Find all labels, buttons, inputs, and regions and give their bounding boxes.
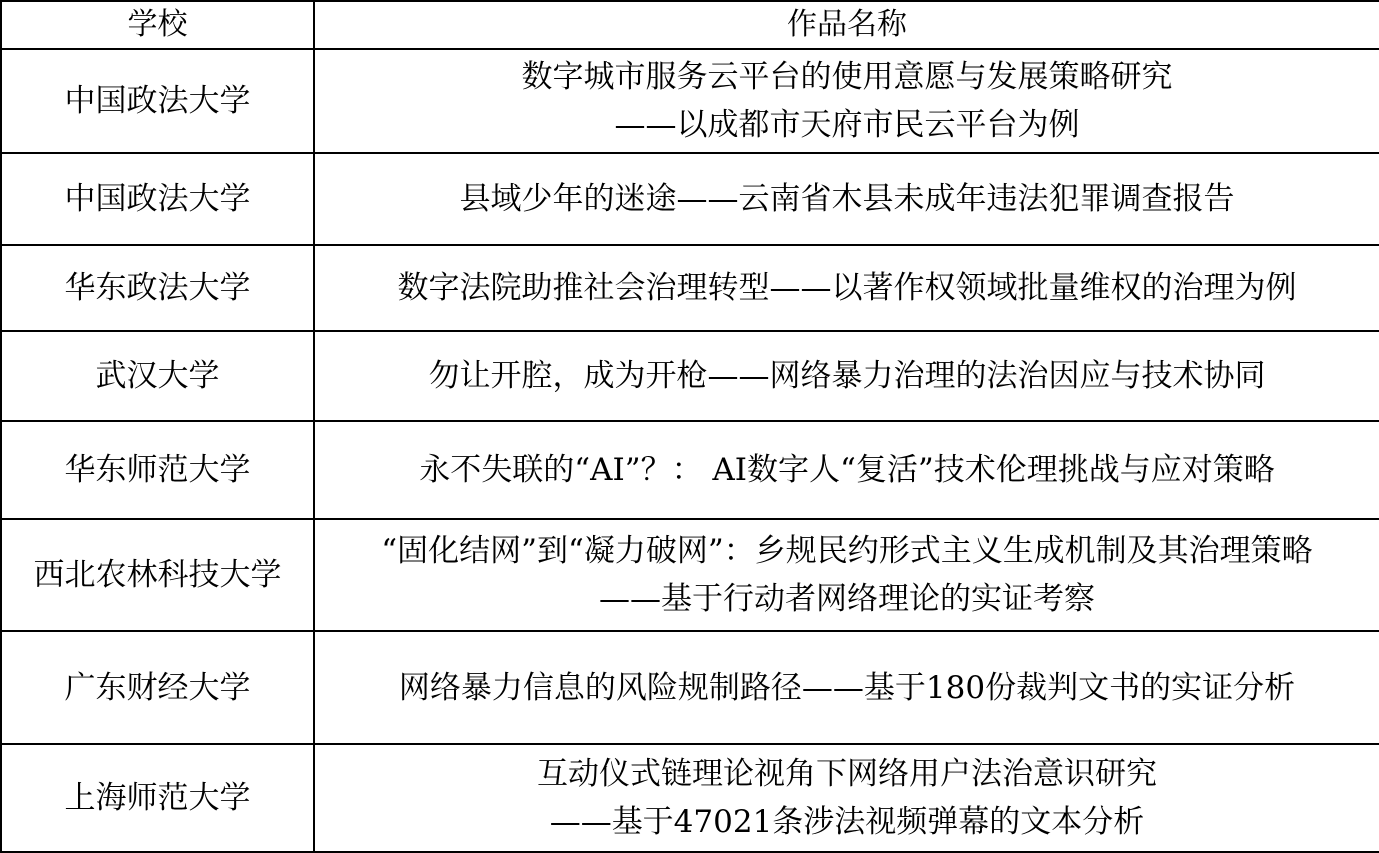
table-row xyxy=(1,245,1379,331)
table-row xyxy=(1,49,1379,153)
school-cell: 中国政法大学 xyxy=(1,49,314,153)
title-line: 永不失联的“AI”？： AI数字人“复活”技术伦理挑战与应对策略 xyxy=(419,452,1275,488)
title-line: 网络暴力信息的风险规制路径——基于180份裁判文书的实证分析 xyxy=(398,669,1296,706)
school-cell: 武汉大学 xyxy=(1,331,314,421)
title-cell xyxy=(314,744,1379,852)
table-row xyxy=(1,519,1379,631)
table-row xyxy=(1,631,1379,744)
school-cell: 华东师范大学 xyxy=(1,421,314,519)
title-line: 互动仪式链理论视角下网络用户法治意识研究 xyxy=(537,756,1157,792)
title-line: 县域少年的迷途——云南省木县未成年违法犯罪调查报告 xyxy=(459,181,1235,217)
header-school: 学校 xyxy=(1,1,314,49)
title-subline: ——基于47021条涉法视频弹幕的文本分析 xyxy=(549,804,1145,840)
title-line: 数字城市服务云平台的使用意愿与发展策略研究 xyxy=(521,59,1173,95)
title-subline: ——以成都市天府市民云平台为例 xyxy=(614,107,1080,143)
school-cell: 上海师范大学 xyxy=(1,744,314,852)
title-cell xyxy=(314,153,1379,245)
school-cell: 中国政法大学 xyxy=(1,153,314,245)
table-row xyxy=(1,153,1379,245)
title-cell xyxy=(314,519,1379,631)
title-cell xyxy=(314,631,1379,744)
title-line: “固化结网”到“凝力破网”：乡规民约形式主义生成机制及其治理策略 xyxy=(381,533,1313,569)
school-cell: 西北农林科技大学 xyxy=(1,519,314,631)
school-cell: 华东政法大学 xyxy=(1,245,314,331)
title-line: 勿让开腔，成为开枪——网络暴力治理的法治因应与技术协同 xyxy=(428,358,1266,394)
title-subline: ——基于行动者网络理论的实证考察 xyxy=(599,581,1095,617)
school-cell: 广东财经大学 xyxy=(1,631,314,744)
header-row xyxy=(1,1,1379,49)
table-row xyxy=(1,744,1379,852)
table-row xyxy=(1,421,1379,519)
table-row xyxy=(1,331,1379,421)
title-cell xyxy=(314,49,1379,153)
title-cell xyxy=(314,331,1379,421)
title-cell xyxy=(314,421,1379,519)
title-cell xyxy=(314,245,1379,331)
header-title: 作品名称 xyxy=(314,1,1379,49)
title-line: 数字法院助推社会治理转型——以著作权领域批量维权的治理为例 xyxy=(397,270,1297,306)
